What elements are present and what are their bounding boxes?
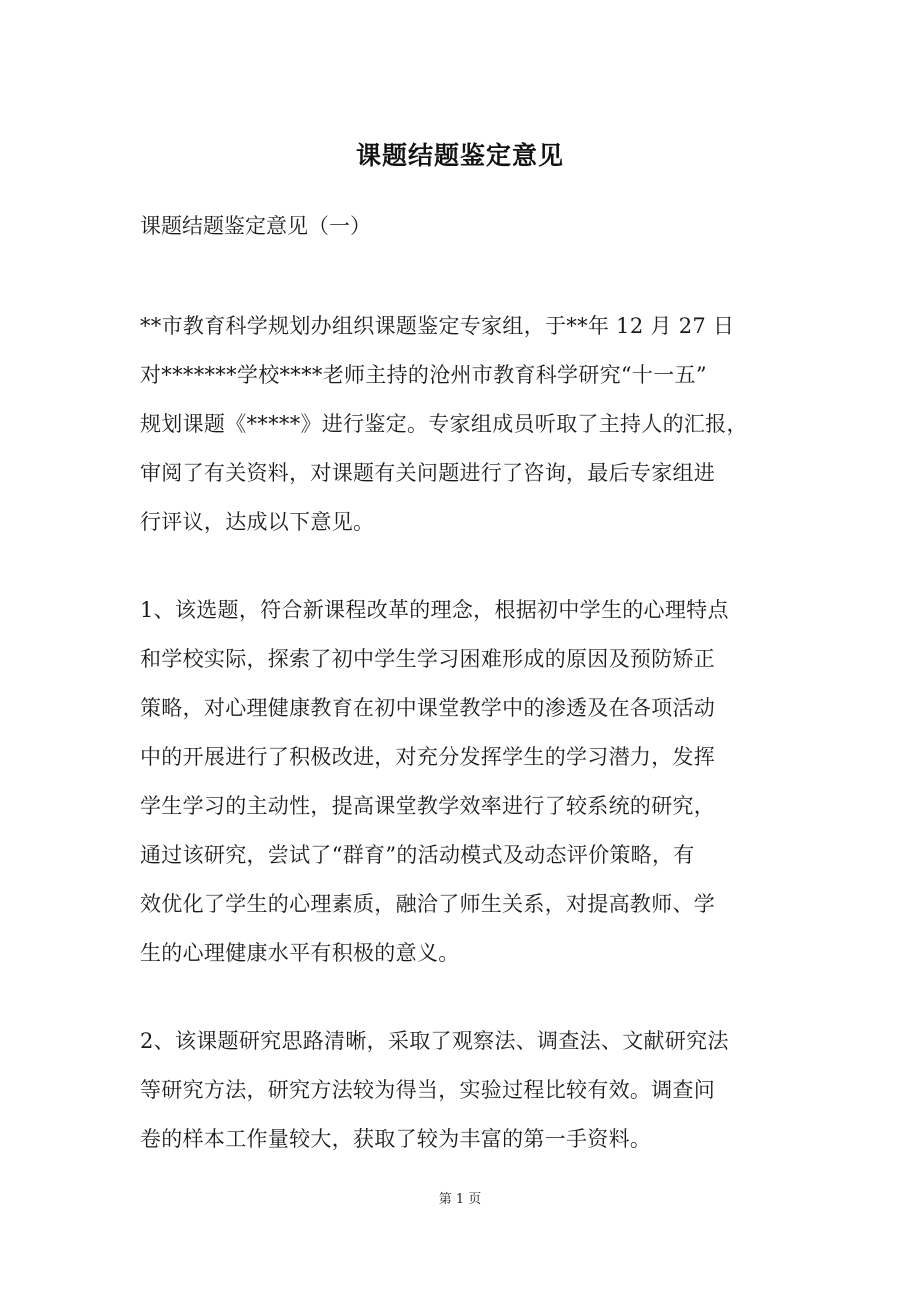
page-number: 第 1 页 xyxy=(438,1192,482,1207)
paragraph-line: 效优化了学生的心理素质，融洽了师生关系，对提高教师、学 xyxy=(140,892,716,916)
paragraph-line: 等研究方法，研究方法较为得当，实验过程比较有效。调查问 xyxy=(140,1078,716,1102)
paragraph-line: 策略，对心理健康教育在初中课堂教学中的渗透及在各项活动 xyxy=(140,696,716,720)
document-subtitle: 课题结题鉴定意见（一） xyxy=(140,214,371,238)
paragraph-line: 审阅了有关资料，对课题有关问题进行了咨询，最后专家组进 xyxy=(140,461,716,485)
paragraph-line: 生的心理健康水平有积极的意义。 xyxy=(140,941,460,965)
paragraph-line: 行评议，达成以下意见。 xyxy=(140,510,375,534)
paragraph-line: 和学校实际，探索了初中学生学习困难形成的原因及预防矫正 xyxy=(140,647,716,671)
paragraph-line: 学生学习的主动性，提高课堂教学效率进行了较系统的研究， xyxy=(140,794,716,818)
paragraph-line: 通过该研究，尝试了“群育”的活动模式及动态评价策略，有 xyxy=(140,843,695,867)
paragraph-line: **市教育科学规划办组织课题鉴定专家组，于**年 12 月 27 日 xyxy=(140,314,735,338)
paragraph-intro xyxy=(140,302,800,547)
paragraph-line: 对*******学校****老师主持的沧州市教育科学研究“十一五” xyxy=(140,363,707,387)
paragraph-line: 规划课题《*****》进行鉴定。专家组成员听取了主持人的汇报， xyxy=(140,412,748,436)
paragraph-line: 中的开展进行了积极改进，对充分发挥学生的学习潜力，发挥 xyxy=(140,745,716,769)
paragraph-line: 1、该选题，符合新课程改革的理念，根据初中学生的心理特点 xyxy=(140,598,729,622)
document-title: 课题结题鉴定意见 xyxy=(355,141,564,170)
paragraph-point-2 xyxy=(140,1017,800,1164)
paragraph-line: 卷的样本工作量较大，获取了较为丰富的第一手资料。 xyxy=(140,1127,652,1151)
paragraph-line: 2、该课题研究思路清晰，采取了观察法、调查法、文献研究法 xyxy=(140,1029,729,1053)
paragraph-point-1 xyxy=(140,586,800,978)
